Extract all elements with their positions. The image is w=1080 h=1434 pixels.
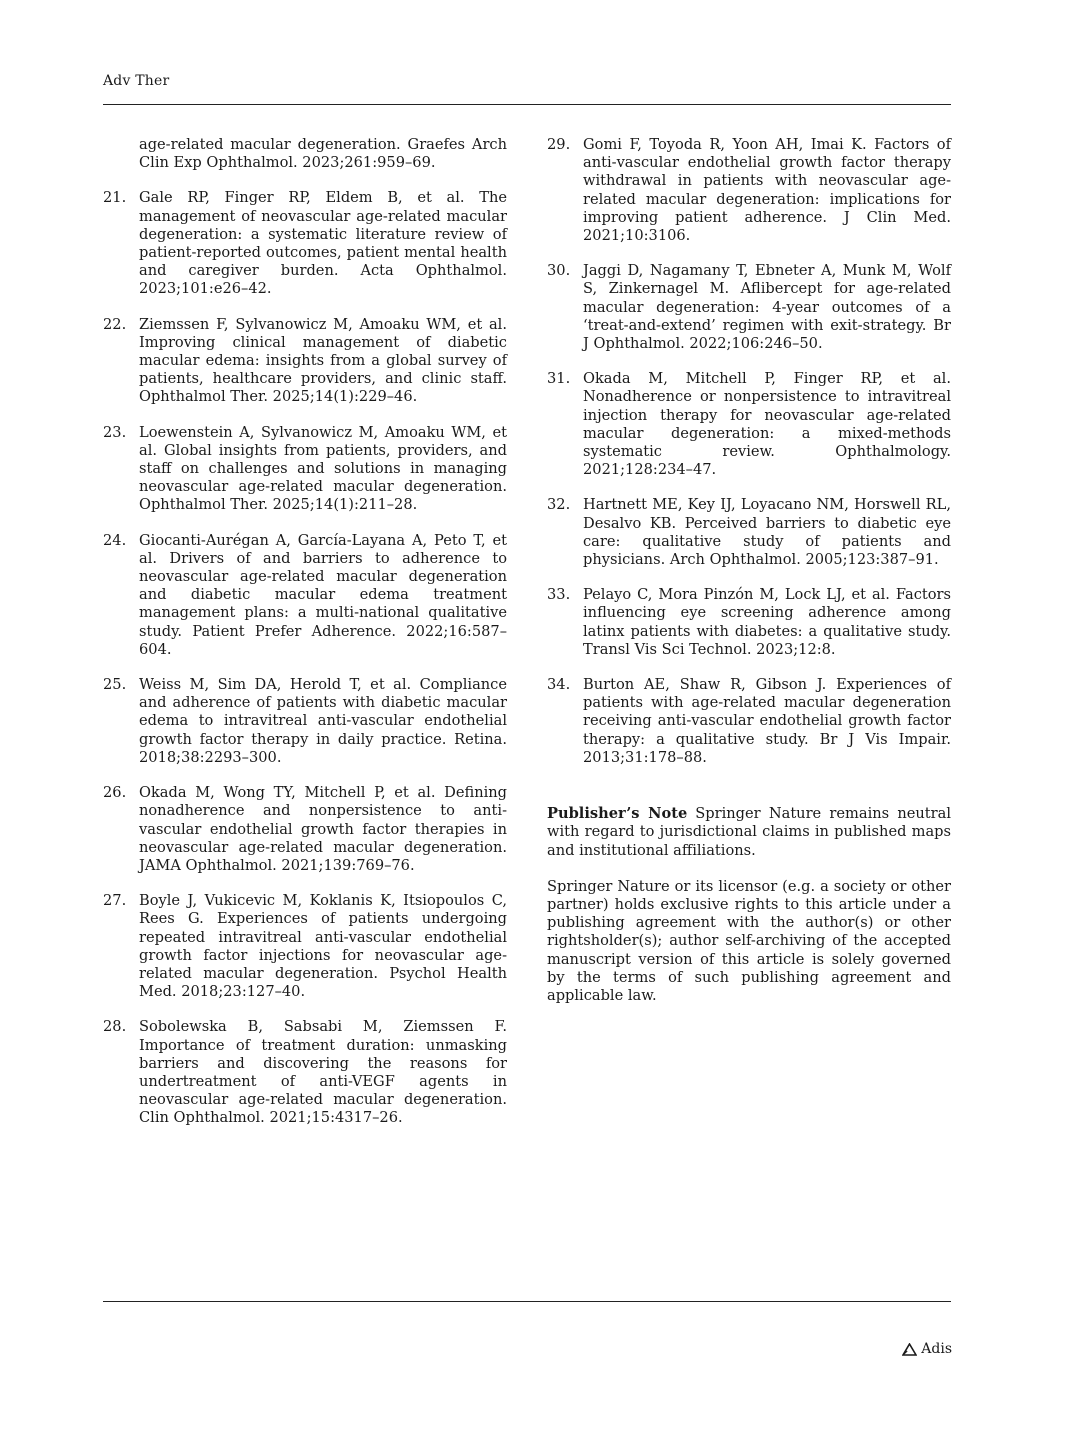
footer-rule xyxy=(103,1301,951,1302)
reference-number: 31. xyxy=(547,370,571,388)
reference-item xyxy=(103,676,507,767)
reference-number: 26. xyxy=(103,784,127,802)
reference-text: Loewenstein A, Sylvanowicz M, Amoaku WM, et al. Global insights from patients, providers, and staff on challenges and solutions in managing neovascular age-related macular degeneration. Ophthalmol Ther. 2025;14(1):211–28. xyxy=(139,423,507,514)
reference-item xyxy=(103,316,507,407)
reference-item xyxy=(103,189,507,298)
running-head: Adv Ther xyxy=(103,73,170,89)
reference-text: Jaggi D, Nagamany T, Ebneter A, Munk M, Wolf S, Zinkernagel M. Aflibercept for age-related macular degeneration: 4-year outcomes of a ‘treat-and-extend’ regimen with exit-strategy. Br J Ophthalmol. 2022;106:246–50. xyxy=(583,262,951,353)
reference-text: Gale RP, Finger RP, Eldem B, et al. The management of neovascular age-related macular degeneration: a systematic literature review of patient-reported outcomes, patient mental health and caregiver burden. Acta Ophthalmol. 2023;101:e26–42. xyxy=(139,189,507,298)
reference-text: Okada M, Wong TY, Mitchell P, et al. Defining nonadherence and nonpersistence to anti-vascular endothelial growth factor therapies in neovascular age-related macular degeneration. JAMA Ophthalmol. 2021;139:769–76. xyxy=(139,784,507,874)
reference-number: 22. xyxy=(103,315,127,333)
reference-item xyxy=(103,1018,507,1127)
publisher-logo xyxy=(902,1341,952,1357)
license-statement: Springer Nature or its licensor (e.g. a society or other partner) holds exclusive rights to this article under a publishing agreement with the author(s) or other rightsholder(s); author self-archiving of the accepted manuscript version of this article is solely governed by the terms of such publishing agreement and applicable law. xyxy=(547,877,951,1004)
publishers-note-heading: Publisher’s Note xyxy=(547,805,688,823)
reference-number: 32. xyxy=(547,496,571,514)
publishers-note xyxy=(547,805,951,860)
reference-text: Boyle J, Vukicevic M, Koklanis K, Itsiopoulos C, Rees G. Experiences of patients undergoing repeated intravitreal anti-vascular endothelial growth factor injections for neovascular age-related macular degeneration. Psychol Health Med. 2018;23:127–40. xyxy=(139,892,507,1001)
reference-number: 28. xyxy=(103,1018,127,1036)
reference-text: Sobolewska B, Sabsabi M, Ziemssen F. Importance of treatment duration: unmasking barriers and discovering the reasons for undertreatment of anti-VEGF agents in neovascular age-related macular degeneration. Clin Ophthalmol. 2021;15:4317–26. xyxy=(139,1018,507,1127)
header-rule xyxy=(103,104,951,105)
reference-item xyxy=(547,586,951,659)
reference-item xyxy=(547,370,951,479)
reference-item xyxy=(547,262,951,353)
reference-number: 29. xyxy=(547,136,571,153)
reference-item xyxy=(103,424,507,515)
reference-number: 27. xyxy=(103,892,127,910)
reference-number: 23. xyxy=(103,423,127,441)
reference-text: Okada M, Mitchell P, Finger RP, et al. Nonadherence or nonpersistence to intravitreal injection therapy for neovascular age-related macular degeneration: a mixed-methods systematic review. Ophthalmology. 2021;128:234–47. xyxy=(583,370,951,479)
reference-text: Ziemssen F, Sylvanowicz M, Amoaku WM, et al. Improving clinical management of diabetic macular edema: insights from a global survey of patients, healthcare providers, and clinic staff. Ophthalmol Ther. 2025;14(1):229–46. xyxy=(139,315,507,406)
reference-continuation: age-related macular degeneration. Graefes Arch Clin Exp Ophthalmol. 2023;261:959–69. xyxy=(139,136,507,172)
right-column xyxy=(547,136,951,1005)
publisher-logo-text: Adis xyxy=(921,1341,952,1357)
reference-item xyxy=(547,136,951,245)
reference-number: 33. xyxy=(547,586,571,604)
publishers-note-text: Springer Nature remains neutral with regard to jurisdictional claims in published maps and institutional affiliations. xyxy=(547,805,951,859)
reference-text: Burton AE, Shaw R, Gibson J. Experiences of patients with age-related macular degeneration receiving anti-vascular endothelial growth factor therapy: a qualitative study. Br J Vis Impair. 2013;31:178–88. xyxy=(583,676,951,766)
reference-text: Weiss M, Sim DA, Herold T, et al. Compliance and adherence of patients with diabetic macular edema to intravitreal anti-vascular endothelial growth factor therapy in daily practice. Retina. 2018;38:2293–300. xyxy=(139,676,507,766)
reference-number: 21. xyxy=(103,189,127,207)
reference-text: Giocanti-Aurégan A, García-Layana A, Peto T, et al. Drivers of and barriers to adherence to neovascular age-related macular degeneration and diabetic macular edema treatment management plans: a multi-national qualitative study. Patient Prefer Adherence. 2022;16:587–604. xyxy=(139,531,507,658)
reference-item xyxy=(103,532,507,659)
reference-item xyxy=(547,676,951,767)
reference-number: 24. xyxy=(103,531,127,549)
reference-number: 25. xyxy=(103,676,127,694)
reference-item xyxy=(103,892,507,1001)
reference-text: Gomi F, Toyoda R, Yoon AH, Imai K. Factors of anti-vascular endothelial growth factor therapy withdrawal in patients with neovascular age-related macular degeneration: implications for improving patient adherence. J Clin Med. 2021;10:3106. xyxy=(583,136,951,245)
reference-text: Hartnett ME, Key IJ, Loyacano NM, Horswell RL, Desalvo KB. Perceived barriers to diabetic eye care: qualitative study of patients and physicians. Arch Ophthalmol. 2005;123:387–91. xyxy=(583,496,951,569)
left-column xyxy=(103,136,507,1145)
reference-text: Pelayo C, Mora Pinzón M, Lock LJ, et al. Factors influencing eye screening adherence among latinx patients with diabetes: a qualitative study. Transl Vis Sci Technol. 2023;12:8. xyxy=(583,586,951,658)
reference-number: 30. xyxy=(547,262,571,280)
reference-number: 34. xyxy=(547,676,571,694)
adis-triangle-icon xyxy=(902,1343,917,1356)
reference-item xyxy=(547,496,951,569)
reference-item xyxy=(103,784,507,875)
